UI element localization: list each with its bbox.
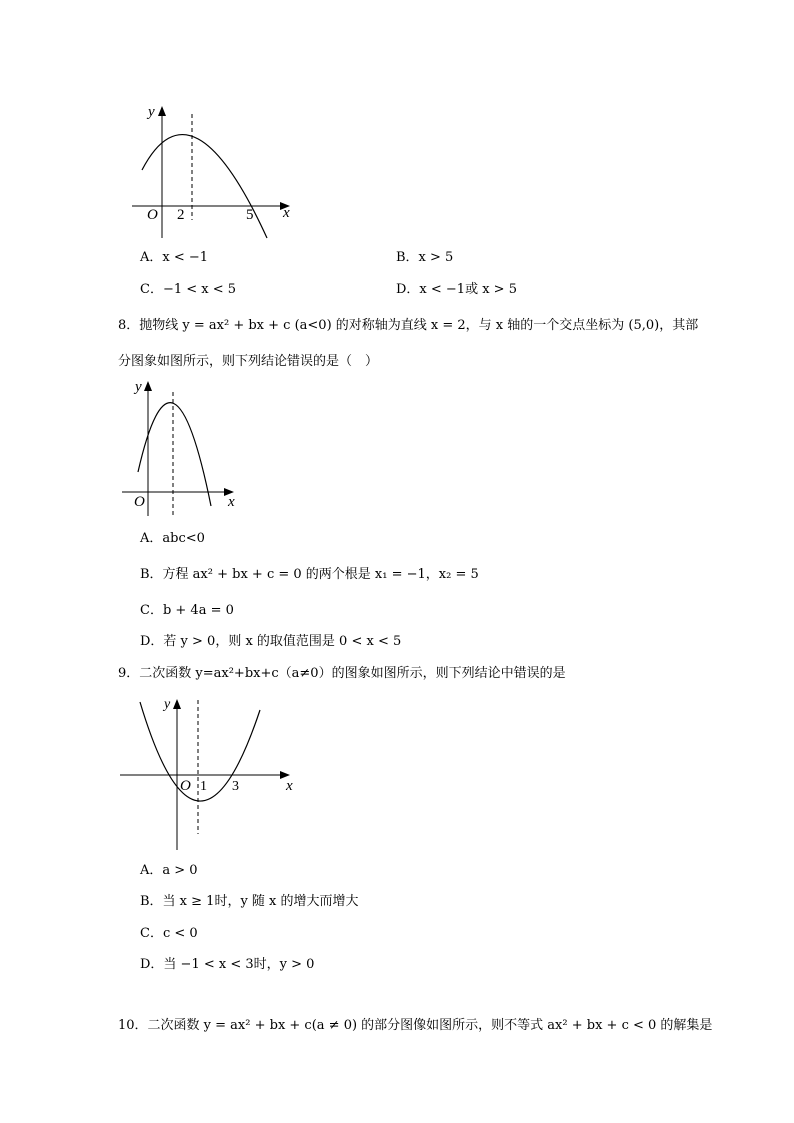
y-axis bbox=[144, 381, 152, 516]
graph-9 bbox=[118, 690, 300, 854]
q9-option-a[interactable]: A．a > 0 bbox=[140, 863, 198, 878]
x-axis-label: x bbox=[286, 778, 293, 794]
x-axis-label: x bbox=[228, 494, 235, 510]
q7-option-c[interactable]: C．−1 < x < 5 bbox=[140, 282, 237, 297]
q8-stem-line-1: 8．抛物线 y = ax² + bx + c (a<0) 的对称轴为直线 x = 2，与 x 轴的一个交点坐标为 (5,0)，其部 bbox=[118, 318, 699, 333]
q8-option-a[interactable]: A．abc<0 bbox=[140, 531, 205, 546]
y-axis-label: y bbox=[135, 379, 142, 395]
graph-8 bbox=[118, 376, 242, 520]
q8-option-b[interactable]: B．方程 ax² + bx + c = 0 的两个根是 x₁ = −1，x₂ = 5 bbox=[140, 567, 479, 582]
parabola-curve bbox=[138, 403, 211, 506]
q7-option-a[interactable]: A．x < −1 bbox=[140, 250, 209, 265]
graph-1 bbox=[128, 100, 300, 242]
origin-label: O bbox=[180, 778, 191, 794]
q8-option-c[interactable]: C．b + 4a = 0 bbox=[140, 603, 234, 618]
origin-label: O bbox=[147, 207, 158, 223]
q9-option-c[interactable]: C．c < 0 bbox=[140, 926, 198, 941]
y-axis-label: y bbox=[164, 697, 171, 712]
tick-label-3: 3 bbox=[232, 779, 239, 794]
q7-option-b[interactable]: B．x > 5 bbox=[396, 250, 454, 265]
q9-option-b[interactable]: B．当 x ≥ 1时，y 随 x 的增大而增大 bbox=[140, 894, 359, 909]
tick-label-1: 1 bbox=[200, 779, 207, 794]
q9-option-d[interactable]: D．当 −1 < x < 3时，y > 0 bbox=[140, 957, 315, 972]
q7-option-d[interactable]: D．x < −1或 x > 5 bbox=[396, 282, 517, 297]
y-axis-label: y bbox=[148, 104, 155, 120]
x-axis bbox=[120, 771, 290, 779]
origin-label: O bbox=[134, 494, 145, 510]
tick-label-5: 5 bbox=[246, 207, 254, 223]
q8-stem-line-2: 分图象如图所示，则下列结论错误的是（ ） bbox=[118, 354, 379, 369]
tick-label-2: 2 bbox=[177, 207, 185, 223]
x-axis-label: x bbox=[283, 205, 290, 221]
y-axis bbox=[158, 106, 166, 238]
q10-stem: 10．二次函数 y = ax² + bx + c(a ≠ 0) 的部分图像如图所示，则不等式 ax² + bx + c < 0 的解集是 bbox=[118, 1018, 713, 1033]
q8-option-d[interactable]: D．若 y > 0，则 x 的取值范围是 0 < x < 5 bbox=[140, 634, 402, 649]
q9-stem: 9．二次函数 y=ax²+bx+c（a≠0）的图象如图所示，则下列结论中错误的是 bbox=[118, 666, 566, 681]
